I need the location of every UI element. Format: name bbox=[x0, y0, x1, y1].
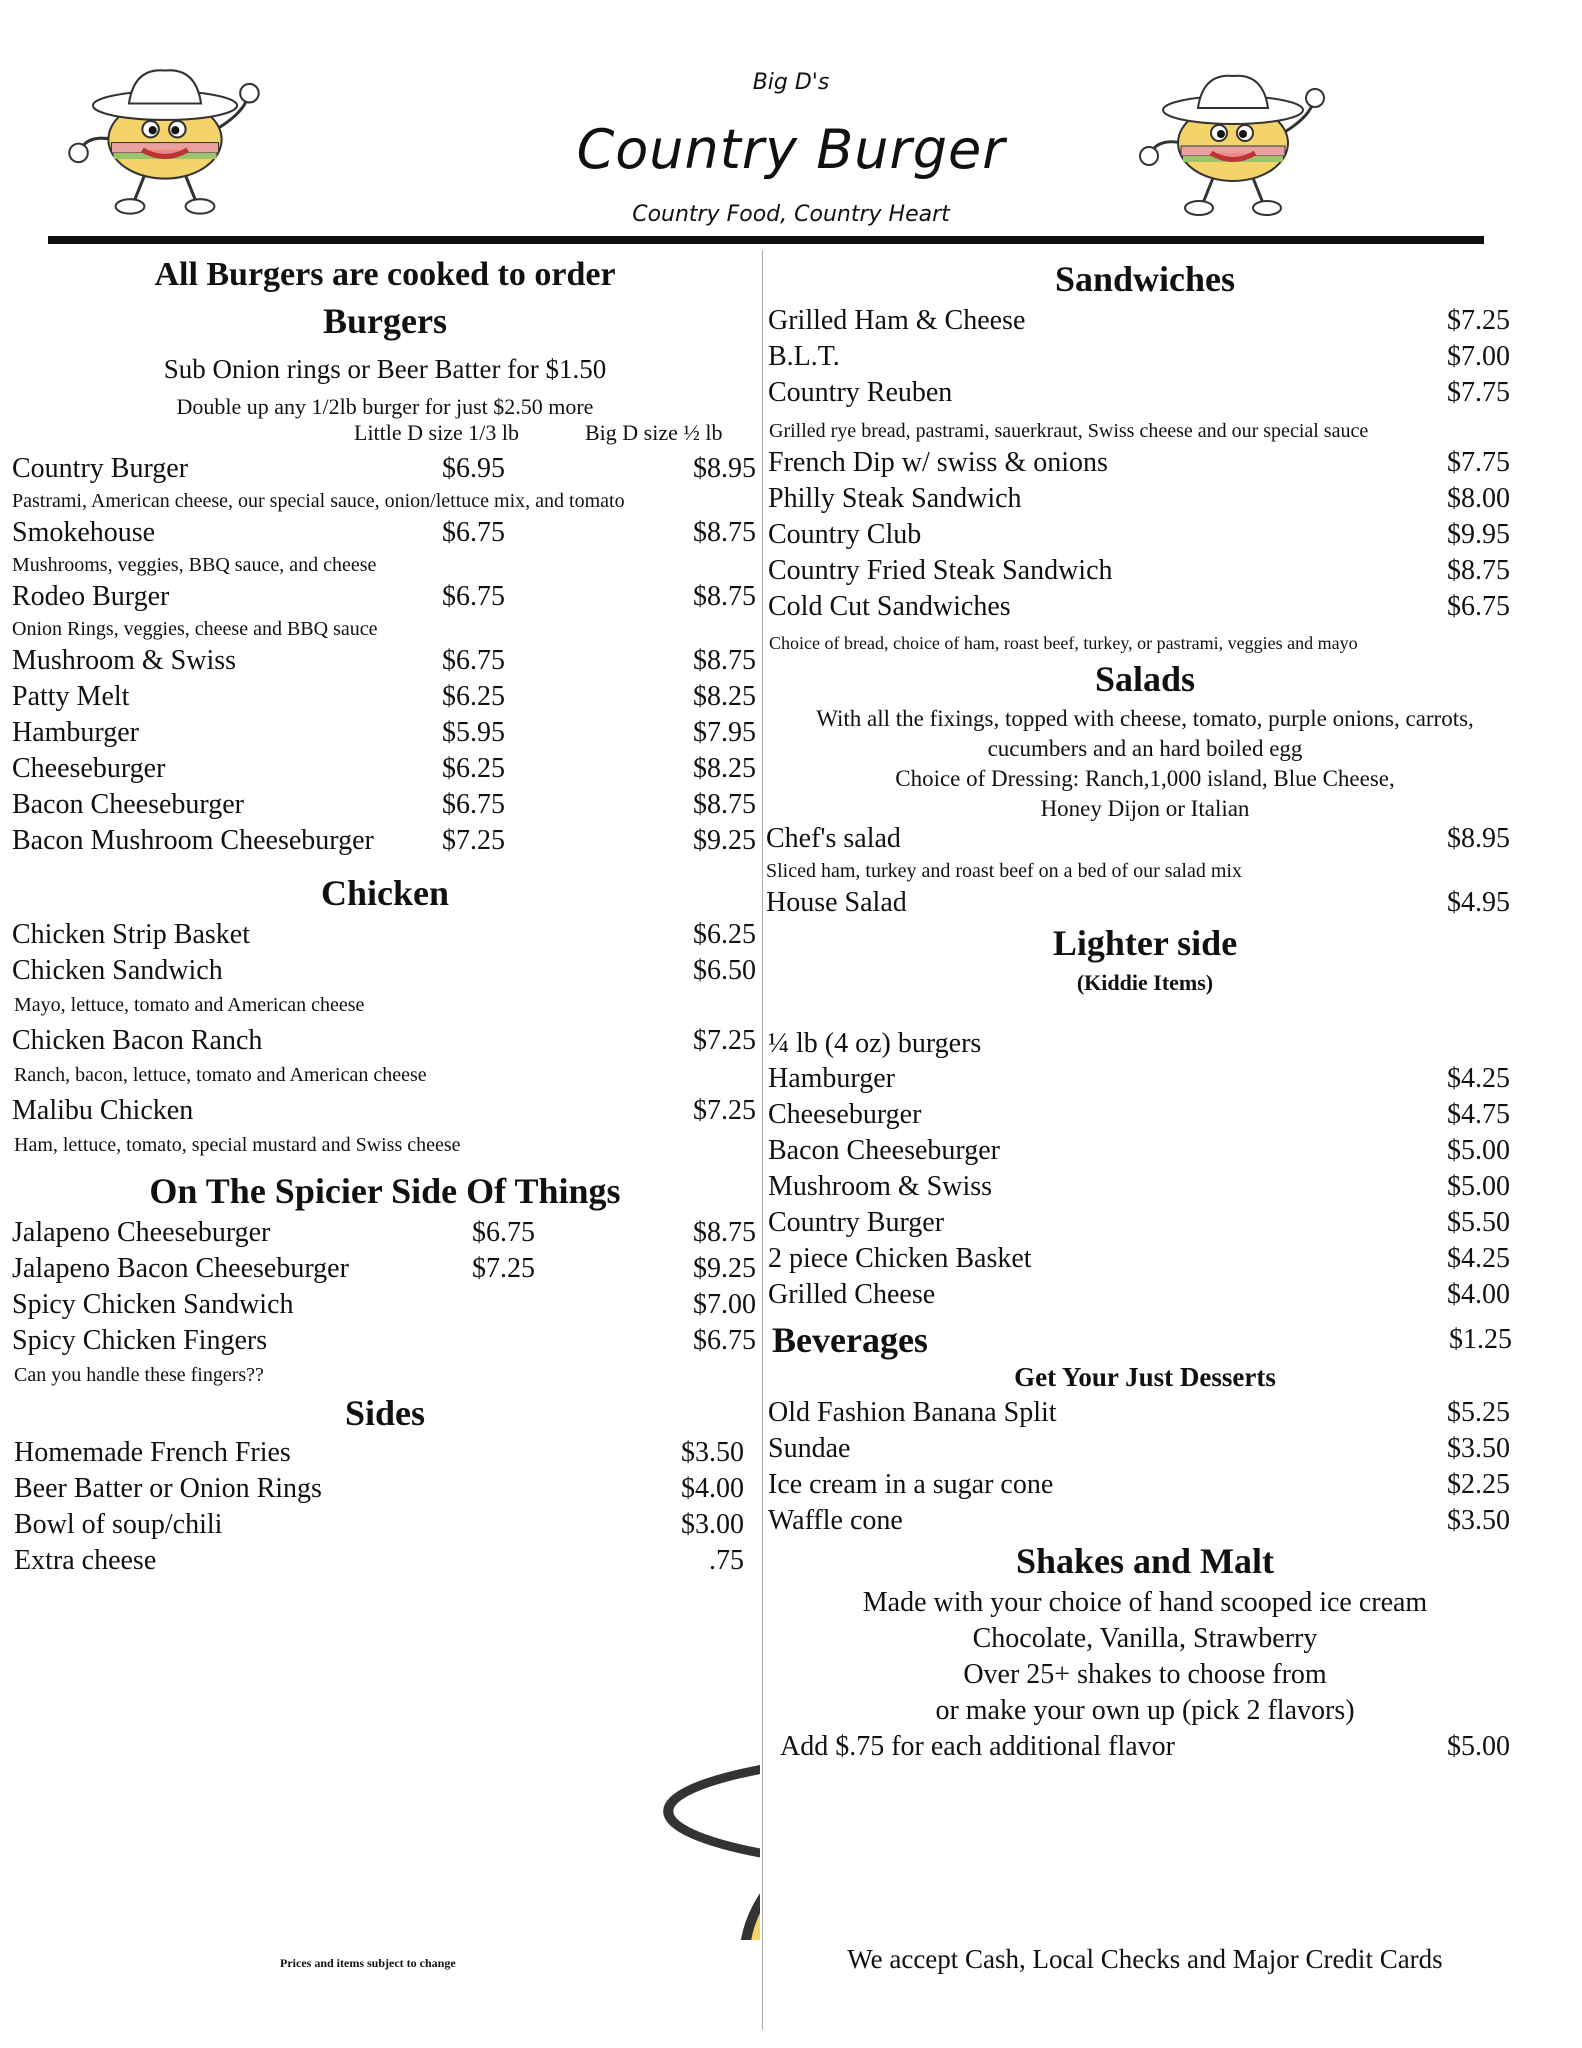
cooked-to-order-heading: All Burgers are cooked to order bbox=[154, 256, 616, 293]
burger-price-little: $6.25 bbox=[442, 753, 505, 784]
table-row bbox=[768, 590, 1510, 624]
spicy-note: Can you handle these fingers?? bbox=[14, 1364, 264, 1386]
burger-name: Smokehouse bbox=[12, 517, 156, 548]
prices-disclaimer: Prices and items subject to change bbox=[280, 1956, 456, 1970]
sandwich-name: Cold Cut Sandwiches bbox=[768, 591, 1011, 622]
table-row bbox=[12, 824, 758, 858]
salads-desc-2: cucumbers and an hard boiled egg bbox=[987, 736, 1303, 761]
burger-name: Cheeseburger bbox=[12, 753, 166, 784]
salads-desc-3: Choice of Dressing: Ranch,1,000 island, Blue Cheese, bbox=[895, 766, 1395, 791]
house-salad-row bbox=[766, 886, 1510, 920]
reuben-note: Grilled rye bread, pastrami, sauerkraut, Swiss cheese and our special sauce bbox=[769, 420, 1369, 442]
column-divider bbox=[762, 250, 763, 2030]
burger-price-little: $6.95 bbox=[442, 453, 505, 484]
lighter-intro bbox=[768, 1027, 1512, 1061]
sandwich-price: $7.75 bbox=[1447, 447, 1510, 478]
kiddie-item-price: $4.75 bbox=[1447, 1099, 1510, 1130]
kiddie-item-price: $4.00 bbox=[1447, 1279, 1510, 1310]
house-salad-name: House Salad bbox=[766, 887, 907, 918]
dessert-price: $3.50 bbox=[1447, 1433, 1510, 1464]
spicy-name: Jalapeno Cheeseburger bbox=[12, 1217, 271, 1248]
kiddie-item-name: 2 piece Chicken Basket bbox=[768, 1243, 1032, 1274]
table-row bbox=[12, 1024, 758, 1058]
burger-note: Pastrami, American cheese, our special sauce, onion/lettuce mix, and tomato bbox=[12, 490, 625, 512]
sandwich-name: French Dip w/ swiss & onions bbox=[768, 447, 1108, 478]
spicy-price-little: $7.25 bbox=[472, 1253, 535, 1284]
kiddie-item-name: Grilled Cheese bbox=[768, 1279, 936, 1310]
table-row bbox=[12, 788, 758, 822]
burger-price-big: $8.75 bbox=[693, 581, 756, 612]
house-salad-price: $4.95 bbox=[1447, 887, 1510, 918]
burger-price-little: $6.75 bbox=[442, 517, 505, 548]
burger-price-big: $8.75 bbox=[693, 517, 756, 548]
burger-price-little: $7.25 bbox=[442, 825, 505, 856]
table-row bbox=[12, 452, 758, 486]
table-row bbox=[768, 554, 1510, 588]
table-row bbox=[12, 516, 758, 550]
desserts-heading: Get Your Just Desserts bbox=[1014, 1362, 1276, 1392]
spicy-heading: On The Spicier Side Of Things bbox=[149, 1171, 621, 1211]
spicy-name: Spicy Chicken Fingers bbox=[12, 1325, 268, 1356]
double-note: Double up any 1/2lb burger for just $2.50 more bbox=[176, 394, 594, 419]
table-row bbox=[12, 954, 758, 988]
table-row bbox=[768, 1242, 1510, 1276]
beverages-row bbox=[772, 1318, 1512, 1362]
kiddie-item-price: $4.25 bbox=[1447, 1243, 1510, 1274]
salads-heading: Salads bbox=[1094, 659, 1196, 699]
chicken-name: Chicken Strip Basket bbox=[12, 919, 250, 950]
lighter-subheading: (Kiddie Items) bbox=[1076, 970, 1214, 995]
mascot-illustration-large bbox=[40, 1580, 760, 1940]
sandwich-price: $7.00 bbox=[1447, 341, 1510, 372]
burger-price-little: $6.25 bbox=[442, 681, 505, 712]
sub-note: Sub Onion rings or Beer Batter for $1.50 bbox=[163, 354, 607, 384]
chicken-note: Mayo, lettuce, tomato and American cheese bbox=[14, 994, 365, 1016]
kiddie-item-price: $5.50 bbox=[1447, 1207, 1510, 1238]
sandwich-name: Grilled Ham & Cheese bbox=[768, 305, 1026, 336]
side-name: Homemade French Fries bbox=[14, 1437, 291, 1468]
spicy-price: $9.25 bbox=[693, 1253, 756, 1284]
tagline: Country Food, Country Heart bbox=[632, 202, 950, 227]
side-name: Bowl of soup/chili bbox=[14, 1509, 223, 1540]
chicken-price: $7.25 bbox=[693, 1095, 756, 1126]
shakes-add-row bbox=[780, 1730, 1510, 1764]
table-row bbox=[768, 446, 1510, 480]
kiddie-item-name: Mushroom & Swiss bbox=[768, 1171, 993, 1202]
table-row bbox=[14, 1508, 744, 1542]
kiddie-item-name: Hamburger bbox=[768, 1063, 895, 1094]
chef-salad-price: $8.95 bbox=[1447, 823, 1510, 854]
beverages-heading: Beverages bbox=[772, 1320, 928, 1360]
dessert-price: $2.25 bbox=[1447, 1469, 1510, 1500]
shakes-line: Chocolate, Vanilla, Strawberry bbox=[972, 1623, 1318, 1654]
burger-name: Patty Melt bbox=[12, 681, 130, 712]
table-row bbox=[14, 1544, 744, 1578]
burger-price-big: $8.75 bbox=[693, 789, 756, 820]
side-name: Extra cheese bbox=[14, 1545, 157, 1576]
burger-price-big: $7.95 bbox=[693, 717, 756, 748]
sandwiches-heading: Sandwiches bbox=[1054, 259, 1236, 299]
table-row bbox=[12, 1324, 758, 1358]
side-price: $3.50 bbox=[681, 1437, 744, 1468]
burger-price-little: $5.95 bbox=[442, 717, 505, 748]
table-row bbox=[12, 580, 758, 614]
burger-price-little: $6.75 bbox=[442, 789, 505, 820]
burger-price-little: $6.75 bbox=[442, 645, 505, 676]
sandwich-name: Country Reuben bbox=[768, 377, 953, 408]
spicy-name: Jalapeno Bacon Cheeseburger bbox=[12, 1253, 349, 1284]
table-row bbox=[768, 482, 1510, 516]
table-row bbox=[12, 1252, 758, 1286]
dessert-price: $3.50 bbox=[1447, 1505, 1510, 1536]
chicken-name: Malibu Chicken bbox=[12, 1095, 194, 1126]
chicken-name: Chicken Bacon Ranch bbox=[12, 1025, 263, 1056]
side-price: $4.00 bbox=[681, 1473, 744, 1504]
shakes-line: Made with your choice of hand scooped ice cream bbox=[862, 1587, 1428, 1618]
size-big-label: Big D size ½ lb bbox=[585, 420, 723, 445]
table-row bbox=[768, 1396, 1510, 1430]
table-row bbox=[768, 1062, 1510, 1096]
lighter-heading: Lighter side bbox=[1052, 923, 1238, 963]
table-row bbox=[12, 1216, 758, 1250]
kiddie-item-name: Bacon Cheeseburger bbox=[768, 1135, 1000, 1166]
burger-price-big: $8.95 bbox=[693, 453, 756, 484]
spicy-name: Spicy Chicken Sandwich bbox=[12, 1289, 294, 1320]
size-little-label: Little D size 1/3 lb bbox=[354, 420, 519, 445]
beverages-price: $1.25 bbox=[1449, 1324, 1512, 1355]
salads-desc-1: With all the fixings, topped with cheese, tomato, purple onions, carrots, bbox=[816, 706, 1474, 731]
table-row bbox=[768, 1432, 1510, 1466]
salads-desc-4: Honey Dijon or Italian bbox=[1040, 796, 1250, 821]
shakes-line: Over 25+ shakes to choose from bbox=[963, 1659, 1327, 1690]
kiddie-item-price: $4.25 bbox=[1447, 1063, 1510, 1094]
sandwich-name: Philly Steak Sandwich bbox=[768, 483, 1022, 514]
table-row bbox=[768, 340, 1510, 374]
payment-info: We accept Cash, Local Checks and Major Credit Cards bbox=[847, 1944, 1443, 1974]
table-row bbox=[768, 1206, 1510, 1240]
table-row bbox=[768, 1468, 1510, 1502]
chef-salad-note: Sliced ham, turkey and roast beef on a bed of our salad mix bbox=[766, 860, 1242, 882]
side-price: $3.00 bbox=[681, 1509, 744, 1540]
table-row bbox=[768, 1504, 1510, 1538]
spicy-price: $7.00 bbox=[693, 1289, 756, 1320]
burger-name: Bacon Mushroom Cheeseburger bbox=[12, 825, 374, 856]
chef-salad-name: Chef's salad bbox=[766, 823, 901, 854]
burger-price-big: $8.75 bbox=[693, 645, 756, 676]
table-row bbox=[12, 918, 758, 952]
table-row bbox=[12, 752, 758, 786]
sandwich-price: $6.75 bbox=[1447, 591, 1510, 622]
sandwich-price: $9.95 bbox=[1447, 519, 1510, 550]
spicy-price: $6.75 bbox=[693, 1325, 756, 1356]
burger-note: Mushrooms, veggies, BBQ sauce, and cheese bbox=[12, 554, 377, 576]
sandwich-name: B.L.T. bbox=[768, 341, 840, 372]
table-row bbox=[768, 518, 1510, 552]
side-price: .75 bbox=[709, 1545, 744, 1576]
dessert-name: Waffle cone bbox=[768, 1505, 903, 1536]
shakes-price: $5.00 bbox=[1447, 1731, 1510, 1762]
burger-price-big: $9.25 bbox=[693, 825, 756, 856]
table-row bbox=[768, 304, 1510, 338]
sandwich-price: $8.00 bbox=[1447, 483, 1510, 514]
dessert-name: Old Fashion Banana Split bbox=[768, 1397, 1057, 1428]
burger-note: Onion Rings, veggies, cheese and BBQ sauce bbox=[12, 618, 378, 640]
dessert-name: Sundae bbox=[768, 1433, 851, 1464]
dessert-name: Ice cream in a sugar cone bbox=[768, 1469, 1054, 1500]
sides-heading: Sides bbox=[344, 1393, 426, 1433]
chef-salad-row bbox=[766, 822, 1510, 856]
burger-name: Rodeo Burger bbox=[12, 581, 170, 612]
kiddie-item-price: $5.00 bbox=[1447, 1135, 1510, 1166]
burger-name: Hamburger bbox=[12, 717, 139, 748]
table-row bbox=[12, 644, 758, 678]
sandwich-price: $7.75 bbox=[1447, 377, 1510, 408]
table-row bbox=[12, 1094, 758, 1128]
burgers-heading: Burgers bbox=[323, 301, 447, 341]
shakes-add-text: Add $.75 for each additional flavor bbox=[780, 1731, 1175, 1762]
sandwich-price: $8.75 bbox=[1447, 555, 1510, 586]
coldcut-note: Choice of bread, choice of ham, roast beef, turkey, or pastrami, veggies and mayo bbox=[769, 633, 1358, 653]
lighter-intro-text: ¼ lb (4 oz) burgers bbox=[768, 1028, 982, 1059]
burger-name: Mushroom & Swiss bbox=[12, 645, 237, 676]
chicken-note: Ranch, bacon, lettuce, tomato and American cheese bbox=[14, 1064, 427, 1086]
header-divider bbox=[48, 236, 1484, 244]
kiddie-item-price: $5.00 bbox=[1447, 1171, 1510, 1202]
sandwich-name: Country Fried Steak Sandwich bbox=[768, 555, 1113, 586]
table-row bbox=[768, 1134, 1510, 1168]
table-row bbox=[14, 1472, 744, 1506]
kiddie-item-name: Cheeseburger bbox=[768, 1099, 922, 1130]
table-row bbox=[768, 1098, 1510, 1132]
burger-price-little: $6.75 bbox=[442, 581, 505, 612]
table-row bbox=[768, 1170, 1510, 1204]
brand-owner: Big D's bbox=[752, 70, 830, 95]
chicken-price: $7.25 bbox=[693, 1025, 756, 1056]
burger-price-big: $8.25 bbox=[693, 753, 756, 784]
table-row bbox=[12, 680, 758, 714]
dessert-price: $5.25 bbox=[1447, 1397, 1510, 1428]
sandwich-price: $7.25 bbox=[1447, 305, 1510, 336]
burger-name: Country Burger bbox=[12, 453, 189, 484]
chicken-name: Chicken Sandwich bbox=[12, 955, 223, 986]
table-row bbox=[12, 1288, 758, 1322]
table-row bbox=[14, 1436, 744, 1470]
table-row bbox=[12, 716, 758, 750]
chicken-note: Ham, lettuce, tomato, special mustard and Swiss cheese bbox=[14, 1134, 461, 1156]
spicy-price: $8.75 bbox=[693, 1217, 756, 1248]
page-title: Country Burger bbox=[576, 118, 1006, 181]
table-row bbox=[768, 376, 1510, 410]
chicken-price: $6.50 bbox=[693, 955, 756, 986]
chicken-price: $6.25 bbox=[693, 919, 756, 950]
shakes-line: or make your own up (pick 2 flavors) bbox=[935, 1695, 1355, 1726]
chicken-heading: Chicken bbox=[320, 873, 450, 913]
shakes-heading: Shakes and Malt bbox=[1015, 1541, 1275, 1581]
burger-name: Bacon Cheeseburger bbox=[12, 789, 244, 820]
kiddie-item-name: Country Burger bbox=[768, 1207, 945, 1238]
burger-price-big: $8.25 bbox=[693, 681, 756, 712]
spicy-price-little: $6.75 bbox=[472, 1217, 535, 1248]
sandwich-name: Country Club bbox=[768, 519, 922, 550]
table-row bbox=[768, 1278, 1510, 1312]
side-name: Beer Batter or Onion Rings bbox=[14, 1473, 322, 1504]
